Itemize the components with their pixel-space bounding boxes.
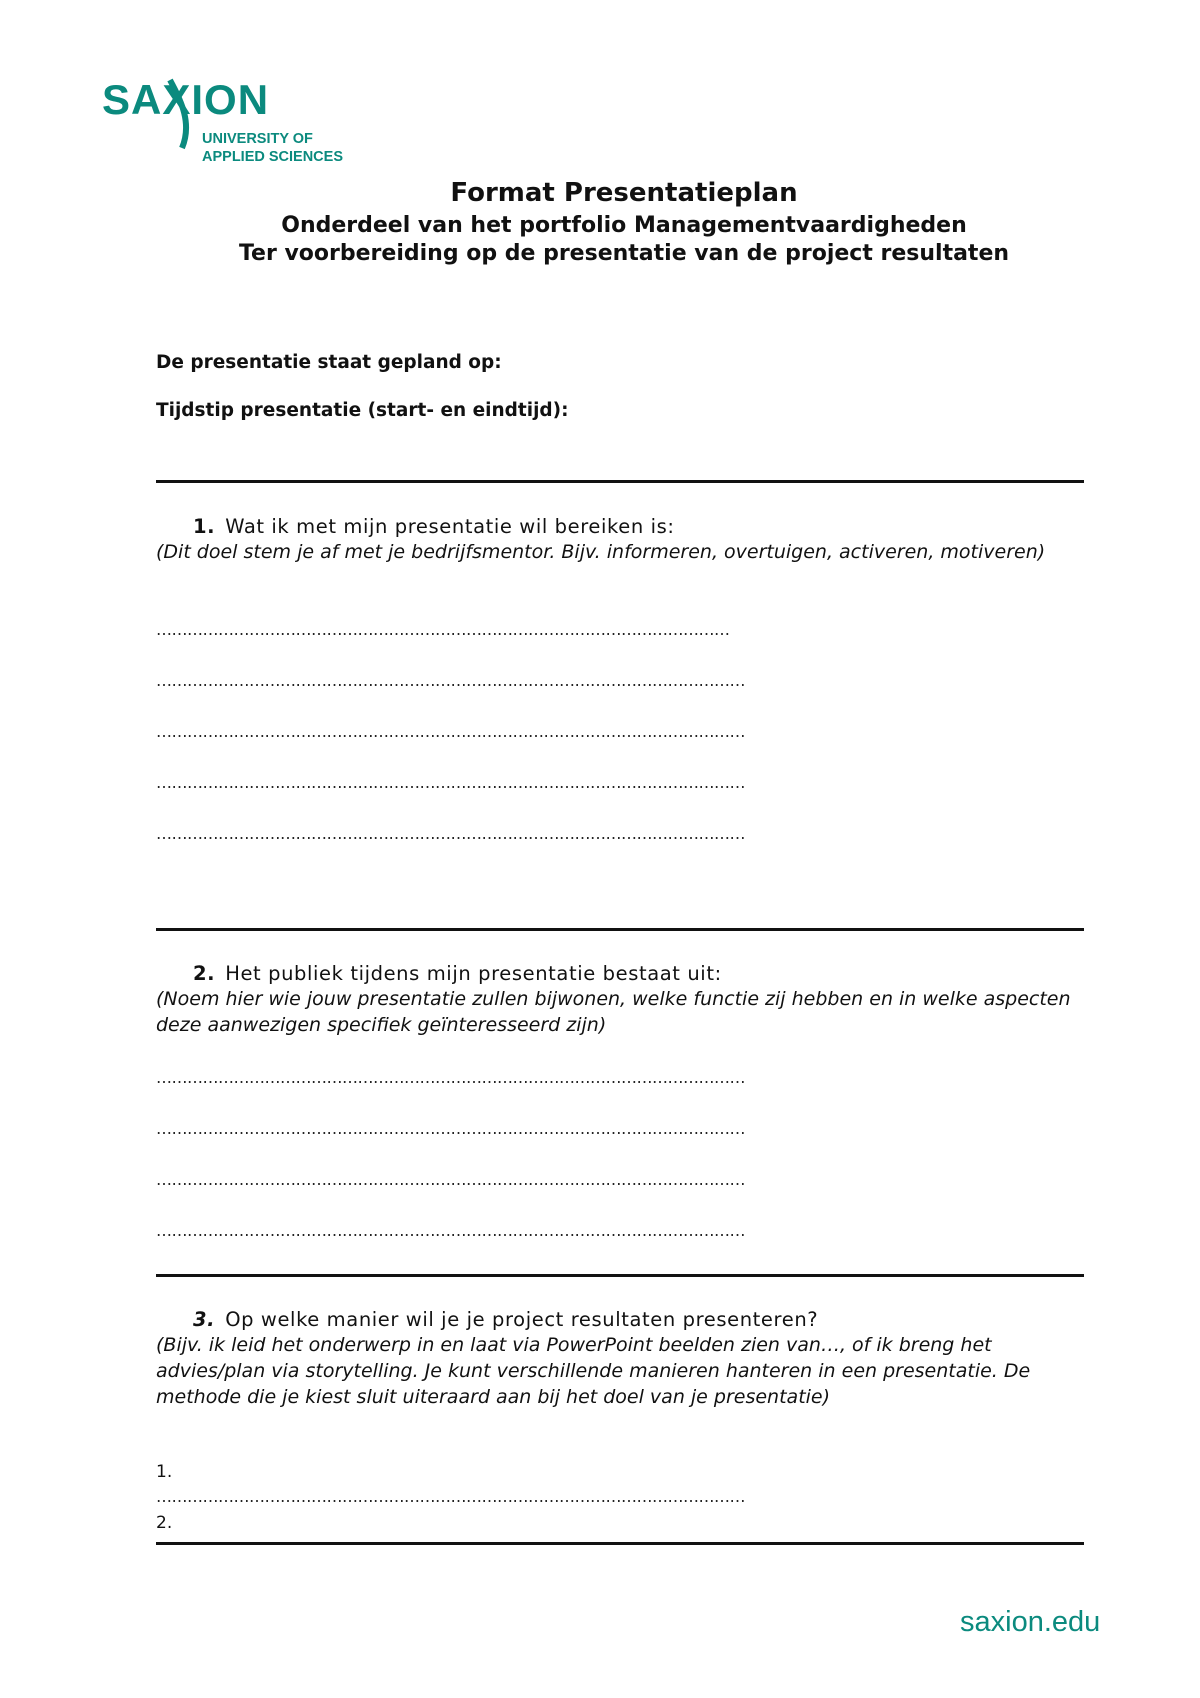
answer-line[interactable]: ……………………………………………………………………………………………………: [156, 824, 745, 843]
divider: [156, 1542, 1084, 1545]
saxion-logo: [102, 62, 362, 172]
question-1-number: 1.: [193, 515, 216, 538]
title-block: [0, 174, 1200, 268]
question-2-text: Het publiek tijdens mijn presentatie bestaat uit:: [225, 962, 722, 985]
document-title: Format Presentatieplan: [450, 178, 798, 208]
answer-line[interactable]: ……………………………………………………………………………………………………: [156, 1068, 745, 1087]
footer-url: saxion.edu: [960, 1606, 1101, 1638]
answer-line[interactable]: ……………………………………………………………………………………………………: [156, 1170, 745, 1189]
question-1: [193, 515, 675, 538]
question-2: [193, 962, 722, 985]
question-1-note: (Dit doel stem je af met je bedrijfsmentor. Bijv. informeren, overtuigen, activeren, motiveren): [156, 541, 1046, 563]
answer-item-2-label: 2.: [156, 1513, 173, 1533]
answer-line[interactable]: ……………………………………………………………………………………………………: [156, 1487, 745, 1506]
divider: [156, 480, 1084, 483]
answer-line[interactable]: ……………………………………………………………………………………………………: [156, 671, 745, 690]
question-2-note: (Noem hier wie jouw presentatie zullen bijwonen, welke functie zij hebben en in welke aspecten deze aanwezigen specifiek geïnteresseerd zijn): [156, 988, 1071, 1036]
question-3-text: Op welke manier wil je je project resultaten presenteren?: [225, 1308, 819, 1331]
logo-line2: APPLIED SCIENCES: [202, 149, 343, 165]
logo-line1: UNIVERSITY OF: [202, 131, 313, 147]
answer-line[interactable]: ……………………………………………………………………………………………………: [156, 1119, 745, 1138]
divider: [156, 1274, 1084, 1277]
document-subtitle-1: Onderdeel van het portfolio Managementvaardigheden: [281, 213, 967, 238]
logo-wordmark: SAXION: [102, 76, 270, 123]
document-subtitle-2: Ter voorbereiding op de presentatie van de project resultaten: [238, 241, 1010, 266]
question-2-number: 2.: [193, 962, 216, 985]
divider: [156, 928, 1084, 931]
question-3: [193, 1308, 818, 1331]
answer-line[interactable]: ……………………………………………………………………………………………………: [156, 1221, 745, 1240]
answer-line[interactable]: ……………………………………………………………………………………………………: [156, 722, 745, 741]
question-3-note: (Bijv. ik leid het onderwerp in en laat via PowerPoint beelden zien van…, of ik breng het advies/plan via storytelling. Je kunt verschillende manieren hanteren in een presentatie. De methode die je kiest sluit uiteraard aan bij het doel van je presentatie): [156, 1334, 1031, 1408]
answer-line[interactable]: …………………………………………………………………………………………………: [156, 620, 730, 639]
time-label: Tijdstip presentatie (start- en eindtijd):: [156, 400, 569, 421]
answer-line[interactable]: ……………………………………………………………………………………………………: [156, 773, 745, 792]
question-1-text: Wat ik met mijn presentatie wil bereiken is:: [225, 515, 675, 538]
date-label: De presentatie staat gepland op:: [156, 352, 502, 373]
question-3-number: 3.: [193, 1308, 216, 1331]
answer-item-1-label: 1.: [156, 1462, 173, 1482]
